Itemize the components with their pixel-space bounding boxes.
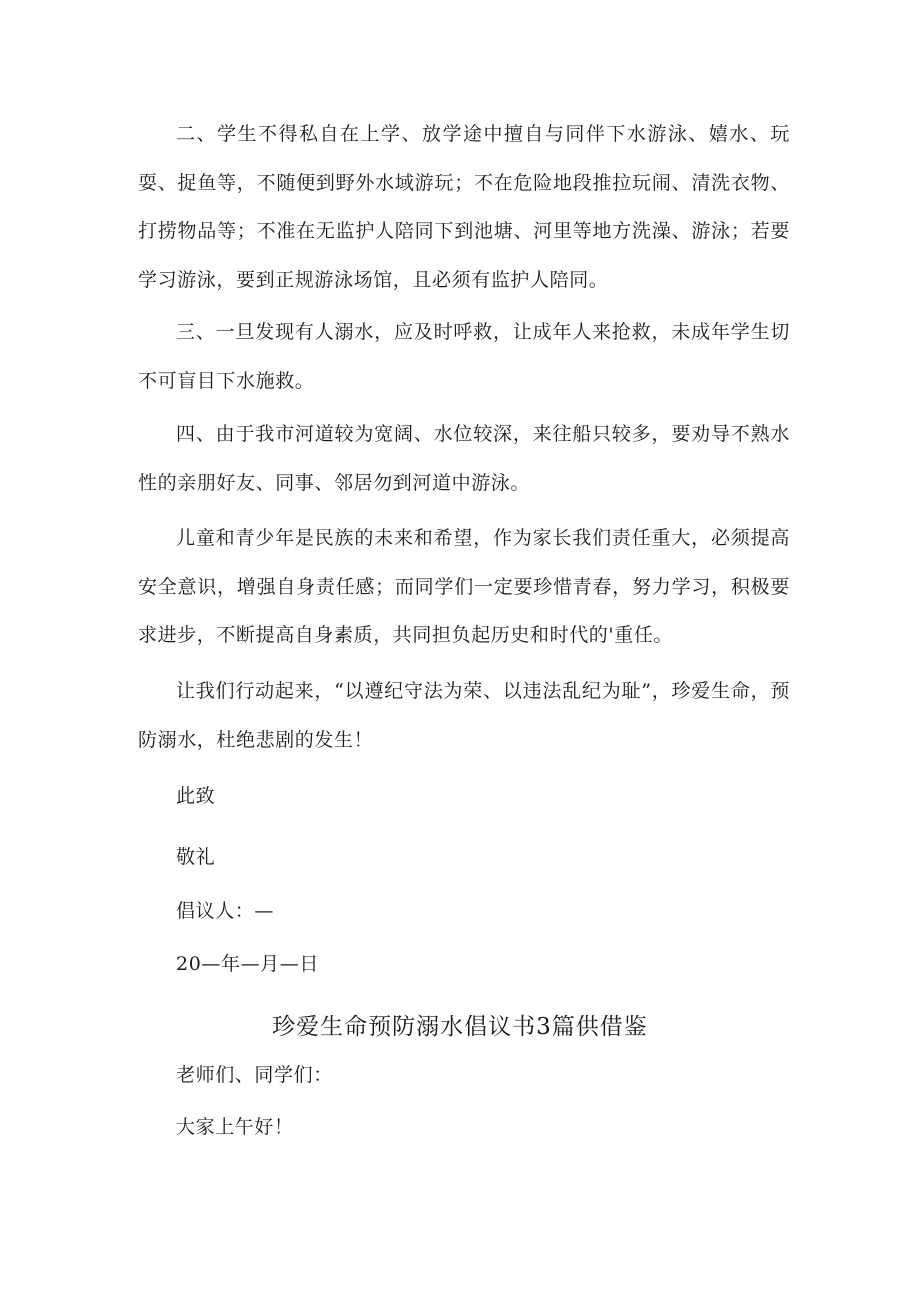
paragraph-rule-3: 三、一旦发现有人溺水，应及时呼救，让成年人来抢救，未成年学生切不可盲目下水施救。 bbox=[138, 321, 790, 392]
section-title: 珍爱生命预防溺水倡议书3篇供借鉴 bbox=[272, 1014, 648, 1040]
paragraph-appeal: 儿童和青少年是民族的未来和希望，作为家长我们责任重大，必须提高安全意识，增强自身责任感；而同学们一定要珍惜青春，努力学习，积极要求进步，不断提高自身素质，共同担负起历史和时代的'重任。 bbox=[138, 527, 790, 646]
signer-line: 倡议人：— bbox=[176, 900, 275, 922]
opening-line: 大家上午好！ bbox=[176, 1116, 294, 1138]
paragraph-call-to-action: 让我们行动起来，“以遵纪守法为荣、以违法乱纪为耻”，珍爱生命，预防溺水，杜绝悲剧的发生！ bbox=[138, 680, 790, 751]
paragraph-rule-4: 四、由于我市河道较为宽阔、水位较深，来往船只较多，要劝导不熟水性的亲朋好友、同事、邻居勿到河道中游泳。 bbox=[138, 423, 790, 494]
greeting-line: 老师们、同学们： bbox=[176, 1064, 333, 1086]
salutation-line-2: 敬礼 bbox=[176, 846, 216, 868]
date-line: 20—年—月—日 bbox=[176, 953, 319, 975]
salutation-line-1: 此致 bbox=[176, 785, 216, 807]
paragraph-rule-2: 二、学生不得私自在上学、放学途中擅自与同伴下水游泳、嬉水、玩耍、捉鱼等，不随便到野外水域游玩；不在危险地段推拉玩闹、清洗衣物、打捞物品等；不准在无监护人陪同下到池塘、河里等地方洗澡、游泳；若要学习游泳，要到正规游泳场馆，且必须有监护人陪同。 bbox=[138, 123, 790, 291]
